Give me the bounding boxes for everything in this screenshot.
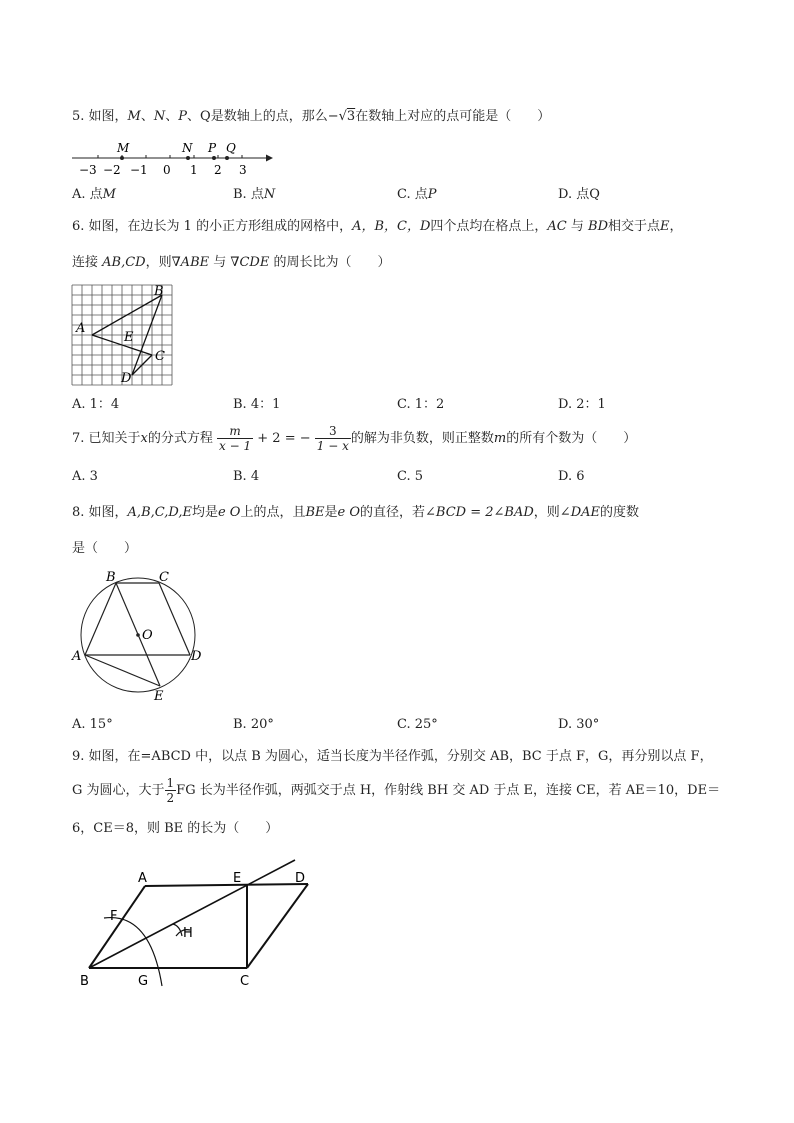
point-q-label: Q <box>226 141 236 155</box>
q7-option-d[interactable]: D. 6 <box>558 469 585 484</box>
fraction-3-over-1-minus-x: $\frac{3}{1 - x}$ <box>316 424 349 453</box>
circle-label-b: B <box>106 570 116 585</box>
q5-option-a[interactable]: A. 点M <box>72 187 116 202</box>
point-p-label: P <box>208 141 217 155</box>
q7-stem: 7. 已知关于x的分式方程 $\frac{m}{x - 1}$ + 2 = − $\frac{3}{1 - x}$ 的解为非负数，则正整数m的所有个数为（ ） <box>72 424 637 453</box>
q9-stem-line1: 9. 如图，在=ABCD 中，以点 B 为圆心，适当长度为半径作弧，分别交 AB，BC 于点 F，G，再分别以点 F， <box>72 749 713 764</box>
para-label-f: F <box>110 909 118 924</box>
q8-stem-line2: 是（ ） <box>72 541 138 556</box>
fraction-m-over-x-minus-1: $\frac{m}{x - 1}$ <box>219 424 252 453</box>
q5-stem: 5. 如图，M、N、P、Q是数轴上的点，那么−√3在数轴上对应的点可能是（ ） <box>72 109 551 124</box>
q8-option-d[interactable]: D. 30° <box>558 717 600 732</box>
para-label-e: E <box>233 871 242 886</box>
q8-option-a[interactable]: A. 15° <box>72 717 113 732</box>
grid-label-b: B <box>154 284 164 299</box>
para-label-h: H <box>183 926 193 941</box>
para-label-c: C <box>240 974 250 989</box>
q8-circle-figure <box>68 566 218 706</box>
para-label-a: A <box>138 871 147 886</box>
q9-parallelogram-figure <box>70 852 310 1002</box>
q5-option-d[interactable]: D. 点Q <box>558 187 600 202</box>
q6-grid-figure <box>64 280 184 390</box>
point-p <box>212 156 216 160</box>
fraction-one-half: $\frac{1}{2}$ <box>166 776 175 805</box>
circle-label-e: E <box>154 689 164 704</box>
q6-option-c[interactable]: C. 1：2 <box>397 397 445 412</box>
point-n-label: N <box>182 141 193 155</box>
q6-stem-line2: 连接 AB,CD，则∇ABE 与 ∇CDE 的周长比为（ ） <box>72 255 391 270</box>
tick-label: 1 <box>190 163 198 177</box>
q5-number-line <box>70 138 280 180</box>
tick-label: −3 <box>79 163 97 177</box>
q5-option-c[interactable]: C. 点P <box>397 187 437 202</box>
q5-option-b[interactable]: B. 点N <box>233 187 276 202</box>
circle-label-c: C <box>159 570 169 585</box>
point-n <box>186 156 190 160</box>
grid-label-a: A <box>76 321 86 336</box>
q7-option-b[interactable]: B. 4 <box>233 469 260 484</box>
q6-stem-line1: 6. 如图，在边长为 1 的小正方形组成的网格中，A，B，C，D四个点均在格点上，AC 与 BD相交于点E， <box>72 219 683 234</box>
point-q <box>225 156 229 160</box>
point-m-label: M <box>117 141 130 155</box>
q9-stem-line2: G 为圆心，大于 $\frac{1}{2}$ FG 长为半径作弧，两弧交于点 H，作射线 BH 交 AD 于点 E，连接 CE，若 AE＝10，DE＝ <box>72 776 721 805</box>
para-label-g: G <box>138 974 149 989</box>
q8-stem-line1: 8. 如图，A,B,C,D,E均是e O上的点，且BE是e O的直径，若∠BCD = 2∠BAD，则∠DAE的度数 <box>72 505 640 520</box>
q8-option-c[interactable]: C. 25° <box>397 717 438 732</box>
circle-label-o: O <box>142 628 153 643</box>
tick-label: −1 <box>130 163 148 177</box>
para-label-b: B <box>80 974 89 989</box>
grid-label-c: C <box>155 349 165 364</box>
circle-label-a: A <box>72 649 82 664</box>
q6-option-d[interactable]: D. 2：1 <box>558 397 606 412</box>
q6-option-b[interactable]: B. 4：1 <box>233 397 281 412</box>
tick-label: 2 <box>214 163 222 177</box>
grid-label-d: D <box>121 371 132 386</box>
circle-label-d: D <box>191 649 202 664</box>
q6-option-a[interactable]: A. 1：4 <box>72 397 120 412</box>
point-m <box>120 156 124 160</box>
q8-option-b[interactable]: B. 20° <box>233 717 274 732</box>
para-label-d: D <box>295 871 306 886</box>
tick-label: 3 <box>239 163 247 177</box>
tick-label: −2 <box>103 163 121 177</box>
grid-label-e: E <box>124 330 134 345</box>
tick-label: 0 <box>163 163 171 177</box>
q9-stem-line3: 6，CE＝8，则 BE 的长为（ ） <box>72 821 279 836</box>
q7-option-a[interactable]: A. 3 <box>72 469 98 484</box>
q7-option-c[interactable]: C. 5 <box>397 469 424 484</box>
